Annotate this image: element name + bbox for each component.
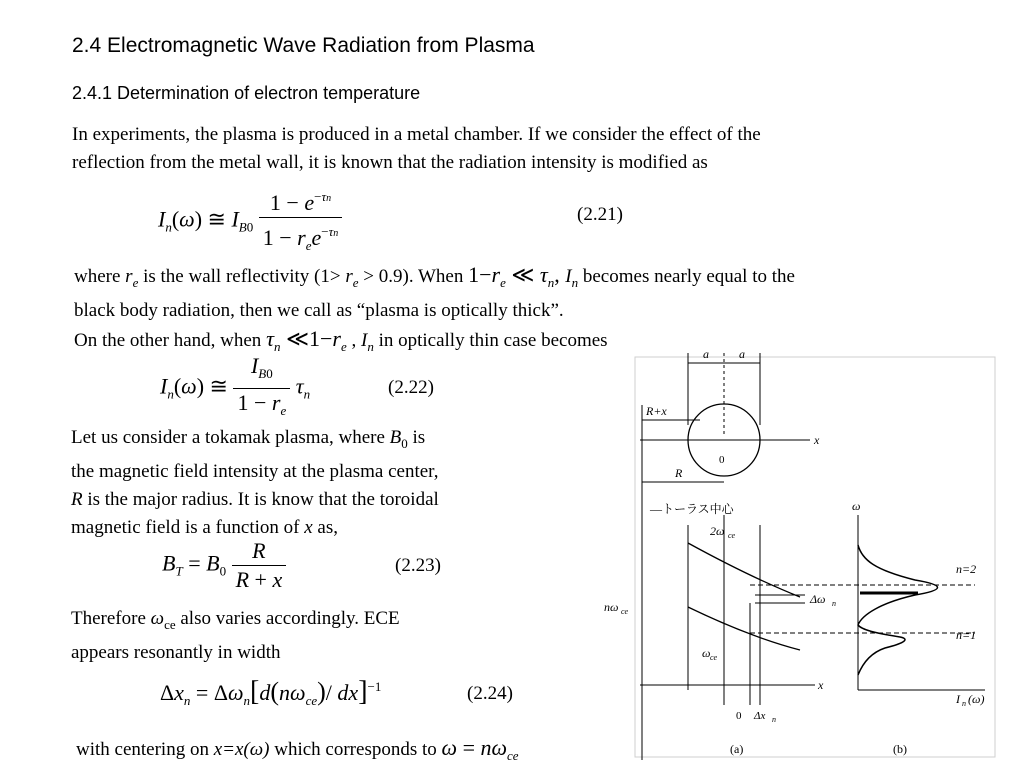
section-title: 2.4 Electromagnetic Wave Radiation from Plasma [72, 34, 535, 57]
svg-text:ce: ce [728, 531, 736, 540]
ece-spectrum-curve [858, 545, 938, 675]
label-origin-top: 0 [719, 454, 725, 466]
equation-number-2-22: (2.22) [388, 377, 434, 398]
equation-2-22: $I_n(\omega)$ ≅ $\frac{I_{B0}}{1 - r_e}$ $\tau_n$ [160, 353, 311, 418]
svg-text:ce: ce [621, 607, 629, 616]
intro-line-2: reflection from the metal wall, it is known that the radiation intensity is modified as [72, 152, 708, 173]
label-torus-center: ―トーラス中心 [650, 502, 734, 516]
therefore-line-2: appears resonantly in width [71, 642, 281, 663]
equation-2-24: $\Delta x_n = \Delta\omega_n[d(n\omega_{ce})/$ dx]$^{-1}$ [160, 676, 382, 708]
label-r-plus-x: R+x [646, 404, 667, 418]
equation-2-21: $I_n(\omega)$ ≅ $I_{B0}$ $\frac{1 - e^{-\tau n}}{1 - r_ee^{-\tau n}}$ [158, 183, 342, 260]
intro-line-1: In experiments, the plasma is produced in a metal chamber. If we consider the effect of the [72, 124, 761, 145]
thick-line-1: where $r_e$ is the wall reflectivity $(1> r_e > 0.9)$. When $1-r_e$ ≪ $\tau_n$, $I_n$ becomes nearly equal to the [74, 262, 795, 290]
label-delta-wn: Δω [810, 592, 826, 606]
label-omega: ω [852, 499, 861, 513]
label-2wce: 2ω [710, 524, 725, 538]
label-in-arg: (ω) [968, 692, 985, 706]
curve-2wce [688, 543, 800, 597]
tokamak-paragraph [71, 424, 439, 542]
label-r: R [675, 466, 683, 480]
ece-figure [600, 345, 1000, 765]
caption-a: (a) [730, 742, 744, 756]
therefore-line-1: Therefore $\omega_{ce}$ also varies accordingly. ECE [71, 608, 400, 632]
therefore-paragraph [71, 605, 400, 667]
centering-line: with centering on x=x(ω) which corresponds to $\omega = n\omega_{ce}$ [76, 735, 519, 763]
svg-text:n: n [962, 699, 966, 708]
intro-paragraph [72, 121, 761, 177]
equation-2-23: $B_T = B_0$ $\frac{R}{R + x}$ [162, 537, 286, 594]
thick-line-2: black body radiation, then we call as “plasma is optically thick”. [74, 300, 564, 321]
label-wce: ω [702, 646, 711, 660]
label-origin-bottom: 0 [736, 710, 742, 722]
subsection-title: 2.4.1 Determination of electron temperature [72, 83, 421, 103]
svg-text:n: n [772, 715, 776, 724]
equation-number-2-21: (2.21) [577, 204, 623, 225]
label-a-right: a [739, 347, 745, 361]
label-a-left: a [703, 347, 709, 361]
svg-text:ce: ce [710, 653, 718, 662]
figure-border [635, 357, 995, 757]
label-delta-xn: Δx [754, 710, 766, 722]
equation-number-2-24: (2.24) [467, 683, 513, 704]
label-x-top: x [814, 433, 820, 447]
label-in: I [956, 692, 960, 706]
label-n1: n=1 [956, 628, 977, 642]
label-n2: n=2 [956, 562, 977, 576]
tokamak-line-4: magnetic field is a function of x as, [71, 517, 338, 538]
caption-b: (b) [893, 742, 907, 756]
tokamak-line-2: the magnetic field intensity at the plasma center, [71, 461, 439, 482]
svg-text:n: n [832, 599, 836, 608]
curve-wce [688, 607, 800, 650]
tokamak-line-3: R is the major radius. It is know that the toroidal [71, 489, 439, 510]
equation-number-2-23: (2.23) [395, 555, 441, 576]
thin-line: On the other hand, when $\tau_n$ $≪1-r_e$ , $I_n$ in optically thin case becomes [74, 326, 608, 354]
label-n-wce: nω [604, 600, 619, 614]
tokamak-line-1: Let us consider a tokamak plasma, where $B_0$ is [71, 427, 426, 451]
label-x-bottom: x [818, 678, 824, 692]
